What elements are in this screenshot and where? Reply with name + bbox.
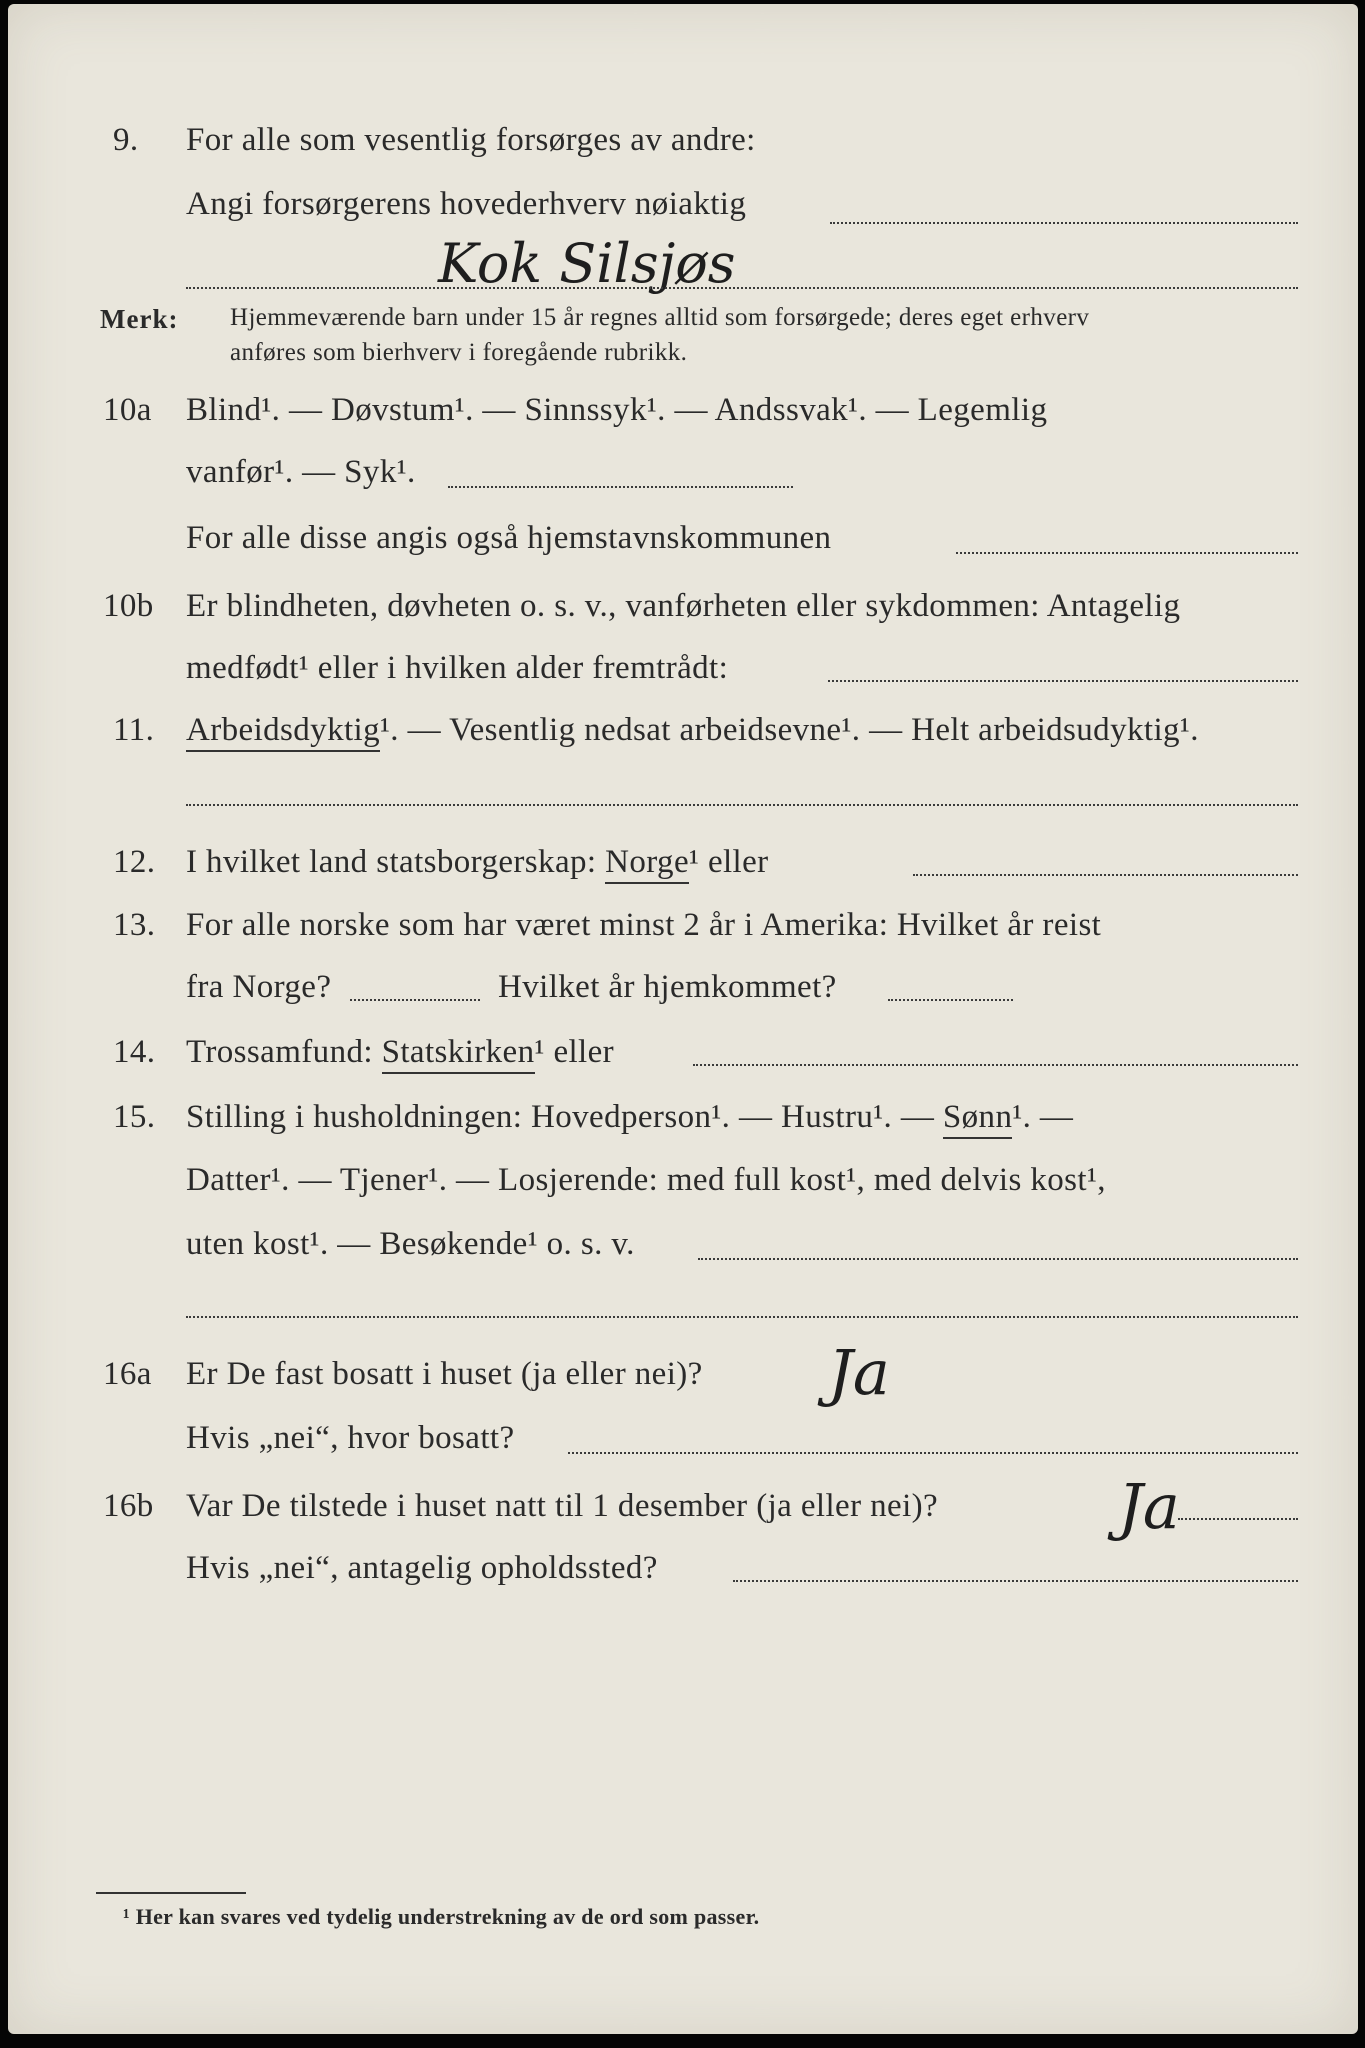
merk-text-2: anføres som bierhverv i foregående rubrikk.	[230, 339, 688, 366]
q10a-number: 10a	[103, 392, 152, 428]
q9-answer-line-1	[830, 222, 1298, 224]
q10a-answer-line-1	[448, 486, 793, 488]
q10b-number: 10b	[103, 588, 154, 624]
q13-hjemkommet: Hvilket år hjemkommet?	[498, 969, 837, 1005]
q16b-opholdssted: Hvis „nei“, antagelig opholdssted?	[186, 1550, 658, 1586]
q15-options-1a: Stilling i husholdningen: Hovedperson¹. — Hustru¹. —	[186, 1099, 935, 1135]
q9-answer-line-2	[186, 287, 1298, 289]
q12-prefix: I hvilket land statsborgerskap:	[186, 844, 597, 880]
q16a-handwritten-answer[interactable]: Ja	[828, 1336, 890, 1409]
q16b-handwritten-answer[interactable]: Ja	[1118, 1470, 1180, 1543]
q15-options-1	[186, 1099, 1073, 1136]
q14-answer-line	[693, 1064, 1298, 1066]
q15-answer-line-2	[186, 1316, 1298, 1318]
q12-number: 12.	[113, 844, 156, 880]
q11-rest: ¹. — Vesentlig nedsat arbeidsevne¹. — Helt arbeidsudyktig¹.	[380, 712, 1199, 748]
q12-suffix: ¹ eller	[689, 844, 769, 880]
q14-number: 14.	[113, 1034, 156, 1070]
q9-question: For alle som vesentlig forsørges av andre:	[186, 122, 756, 158]
q16b-answer-line-2	[733, 1580, 1298, 1582]
q10b-question-2: medfødt¹ eller i hvilken alder fremtrådt:	[186, 650, 729, 686]
q16a-bosatt: Hvis „nei“, hvor bosatt?	[186, 1420, 515, 1456]
q14-suffix: ¹ eller	[534, 1034, 615, 1070]
q16b-number: 16b	[103, 1488, 154, 1524]
q10b-answer-line	[828, 680, 1298, 682]
footnote-rule	[96, 1892, 246, 1894]
q9-prompt: Angi forsørgerens hovederhverv nøiaktig	[186, 186, 747, 222]
q10a-answer-line-2	[956, 552, 1298, 554]
q9-number: 9.	[113, 122, 139, 158]
q10a-options-2: vanfør¹. — Syk¹.	[186, 454, 416, 490]
q15-options-2: Datter¹. — Tjener¹. — Losjerende: med full kost¹, med delvis kost¹,	[186, 1162, 1106, 1198]
q15-options-3: uten kost¹. — Besøkende¹ o. s. v.	[186, 1226, 635, 1262]
q16b-question: Var De tilstede i huset natt til 1 desember (ja eller nei)?	[186, 1488, 939, 1524]
q12-question	[186, 844, 769, 881]
q15-options-1b: ¹. —	[1012, 1099, 1074, 1135]
q15-answer-line-1	[698, 1258, 1298, 1260]
q13-number: 13.	[113, 907, 156, 943]
footnote: ¹ Her kan svares ved tydelig understrekning av de ord som passer.	[123, 1904, 760, 1929]
q16b-answer-line-1	[1178, 1518, 1298, 1520]
q11-answer-line	[186, 804, 1298, 806]
q16a-number: 16a	[103, 1356, 152, 1392]
q12-answer-line	[913, 874, 1298, 876]
q10b-question: Er blindheten, døvheten o. s. v., vanførheten eller sykdommen: Antagelig	[186, 588, 1181, 624]
merk-text-1: Hjemmeværende barn under 15 år regnes alltid som forsørgede; deres eget erhverv	[230, 304, 1090, 331]
q11-number: 11.	[113, 712, 155, 748]
q16a-answer-line	[568, 1452, 1298, 1454]
q11-selected-option[interactable]: Arbeidsdyktig	[186, 712, 380, 752]
q10a-options: Blind¹. — Døvstum¹. — Sinnssyk¹. — Andssvak¹. — Legemlig	[186, 392, 1048, 428]
q13-reist: fra Norge?	[186, 969, 332, 1005]
q16a-question: Er De fast bosatt i huset (ja eller nei)?	[186, 1356, 703, 1392]
q14-question	[186, 1034, 614, 1071]
q14-prefix: Trossamfund:	[186, 1034, 373, 1070]
q13-reist-answer-line	[350, 999, 480, 1001]
merk-label: Merk:	[100, 304, 179, 334]
q12-selected-option[interactable]: Norge	[605, 844, 689, 884]
q9-handwritten-answer[interactable]: Kok Silsjøs	[438, 232, 736, 295]
q13-question: For alle norske som har været minst 2 år i Amerika: Hvilket år reist	[186, 907, 1102, 943]
q11-options	[186, 712, 1199, 749]
census-form-page	[8, 4, 1358, 2034]
q15-selected-option[interactable]: Sønn	[943, 1099, 1012, 1139]
q14-selected-option[interactable]: Statskirken	[382, 1034, 535, 1074]
q15-number: 15.	[113, 1099, 156, 1135]
q10a-hjemstavn: For alle disse angis også hjemstavnskommunen	[186, 520, 832, 556]
q13-hjemkommet-answer-line	[888, 999, 1013, 1001]
